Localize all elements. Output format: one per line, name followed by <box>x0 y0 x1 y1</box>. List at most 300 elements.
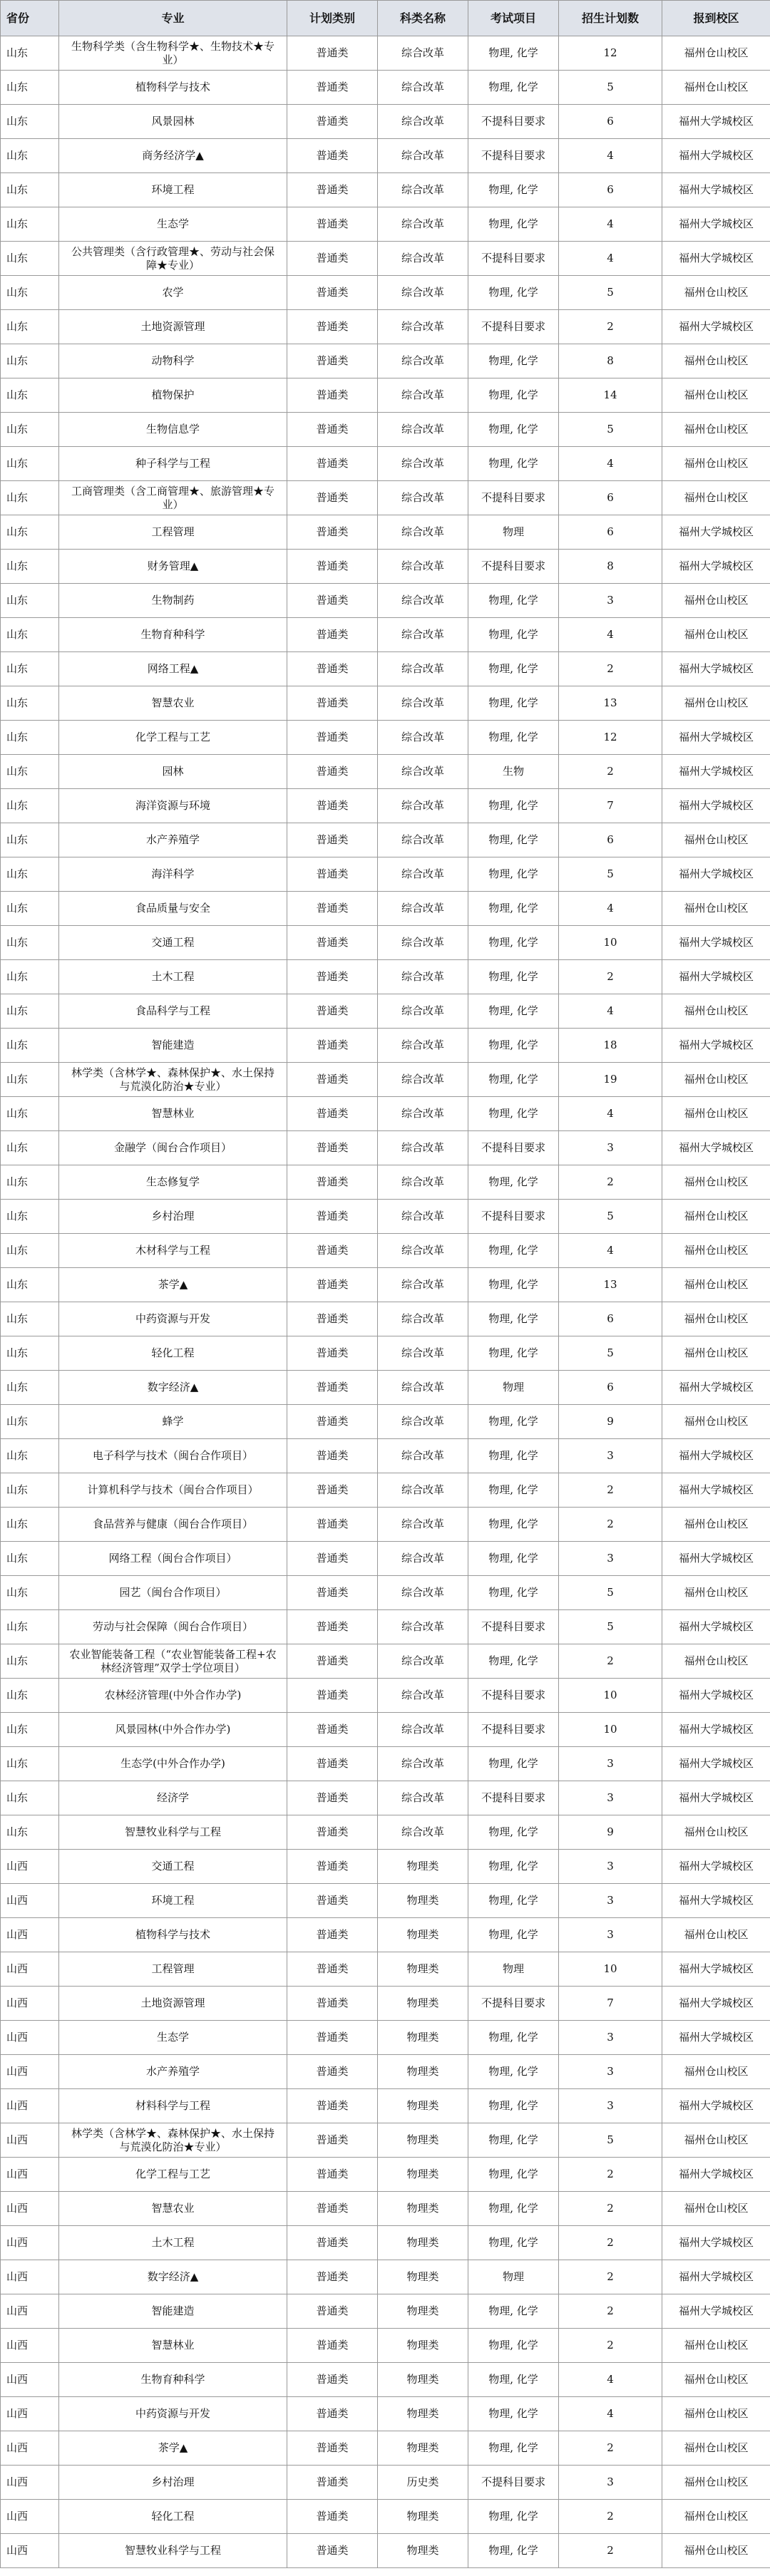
subject-category-cell: 综合改革 <box>378 36 468 71</box>
province-cell: 山东 <box>1 481 59 515</box>
exam-subjects-cell: 不提科目要求 <box>468 481 559 515</box>
plan-count-cell: 3 <box>559 2466 662 2500</box>
table-row <box>1 105 770 139</box>
subject-category-cell: 综合改革 <box>378 584 468 618</box>
subject-category-cell: 综合改革 <box>378 1815 468 1850</box>
campus-cell: 福州仓山校区 <box>662 2055 770 2089</box>
subject-category-cell: 物理类 <box>378 1850 468 1884</box>
campus-cell: 福州仓山校区 <box>662 1097 770 1131</box>
campus-cell: 福州仓山校区 <box>662 1644 770 1679</box>
exam-subjects-cell: 物理 <box>468 1952 559 1987</box>
table-row <box>1 721 770 755</box>
exam-subjects-cell: 物理, 化学 <box>468 1097 559 1131</box>
campus-cell: 福州仓山校区 <box>662 344 770 378</box>
table-row <box>1 1165 770 1200</box>
campus-cell: 福州大学城校区 <box>662 1473 770 1508</box>
province-cell: 山东 <box>1 1713 59 1747</box>
table-row <box>1 823 770 857</box>
table-row <box>1 1302 770 1336</box>
subject-category-cell: 物理类 <box>378 1884 468 1918</box>
plan-count-cell: 6 <box>559 105 662 139</box>
major-cell: 生物育种科学 <box>59 2363 287 2397</box>
province-cell: 山西 <box>1 2158 59 2192</box>
plan-count-cell: 2 <box>559 1644 662 1679</box>
plan-count-cell: 5 <box>559 1336 662 1371</box>
plan-category-cell: 普通类 <box>287 550 378 584</box>
plan-count-cell: 9 <box>559 1815 662 1850</box>
exam-subjects-cell: 物理, 化学 <box>468 892 559 926</box>
province-cell: 山东 <box>1 1371 59 1405</box>
table-row <box>1 1097 770 1131</box>
plan-count-cell: 2 <box>559 310 662 344</box>
campus-cell: 福州大学城校区 <box>662 1850 770 1884</box>
province-cell: 山东 <box>1 755 59 789</box>
subject-category-cell: 综合改革 <box>378 755 468 789</box>
province-cell: 山东 <box>1 344 59 378</box>
subject-category-cell: 综合改革 <box>378 926 468 960</box>
plan-category-cell: 普通类 <box>287 1131 378 1165</box>
exam-subjects-cell: 物理, 化学 <box>468 2329 559 2363</box>
major-cell: 中药资源与开发 <box>59 1302 287 1336</box>
major-cell: 土地资源管理 <box>59 310 287 344</box>
plan-count-cell: 2 <box>559 960 662 994</box>
table-row <box>1 207 770 242</box>
subject-category-cell: 综合改革 <box>378 1200 468 1234</box>
exam-subjects-cell: 物理, 化学 <box>468 2397 559 2431</box>
plan-category-cell: 普通类 <box>287 2226 378 2260</box>
campus-cell: 福州大学城校区 <box>662 105 770 139</box>
province-cell: 山东 <box>1 721 59 755</box>
subject-category-cell: 综合改革 <box>378 1781 468 1815</box>
major-cell: 水产养殖学 <box>59 823 287 857</box>
exam-subjects-cell: 物理, 化学 <box>468 721 559 755</box>
plan-count-cell: 4 <box>559 139 662 173</box>
exam-subjects-cell: 物理, 化学 <box>468 2192 559 2226</box>
subject-category-cell: 综合改革 <box>378 892 468 926</box>
plan-count-cell: 2 <box>559 2294 662 2329</box>
plan-category-cell: 普通类 <box>287 1200 378 1234</box>
campus-cell: 福州仓山校区 <box>662 1336 770 1371</box>
plan-count-cell: 10 <box>559 1679 662 1713</box>
province-cell: 山西 <box>1 2363 59 2397</box>
exam-subjects-cell: 物理, 化学 <box>468 2500 559 2534</box>
campus-cell: 福州仓山校区 <box>662 1063 770 1097</box>
plan-count-cell: 5 <box>559 2123 662 2158</box>
province-cell: 山东 <box>1 242 59 276</box>
plan-category-cell: 普通类 <box>287 1713 378 1747</box>
table-row <box>1 1234 770 1268</box>
table-row <box>1 1781 770 1815</box>
exam-subjects-cell: 物理, 化学 <box>468 207 559 242</box>
major-cell: 环境工程 <box>59 173 287 207</box>
exam-subjects-cell: 物理, 化学 <box>468 447 559 481</box>
plan-count-cell: 6 <box>559 515 662 550</box>
major-cell: 生态修复学 <box>59 1165 287 1200</box>
province-cell: 山东 <box>1 310 59 344</box>
exam-subjects-cell: 物理, 化学 <box>468 1405 559 1439</box>
campus-cell: 福州仓山校区 <box>662 276 770 310</box>
table-row <box>1 1473 770 1508</box>
plan-count-cell: 5 <box>559 276 662 310</box>
major-cell: 交通工程 <box>59 926 287 960</box>
plan-category-cell: 普通类 <box>287 652 378 686</box>
plan-count-cell: 5 <box>559 1200 662 1234</box>
plan-category-cell: 普通类 <box>287 926 378 960</box>
plan-category-cell: 普通类 <box>287 721 378 755</box>
province-cell: 山西 <box>1 1918 59 1952</box>
subject-category-cell: 综合改革 <box>378 1063 468 1097</box>
major-cell: 农学 <box>59 276 287 310</box>
exam-subjects-cell: 物理, 化学 <box>468 857 559 892</box>
subject-category-cell: 物理类 <box>378 1987 468 2021</box>
major-cell: 乡村治理 <box>59 2466 287 2500</box>
province-cell: 山东 <box>1 1679 59 1713</box>
exam-subjects-cell: 物理, 化学 <box>468 1576 559 1610</box>
exam-subjects-cell: 物理, 化学 <box>468 789 559 823</box>
campus-cell: 福州大学城校区 <box>662 515 770 550</box>
subject-category-cell: 物理类 <box>378 2158 468 2192</box>
plan-category-cell: 普通类 <box>287 310 378 344</box>
exam-subjects-cell: 物理, 化学 <box>468 36 559 71</box>
subject-category-cell: 物理类 <box>378 2431 468 2466</box>
province-cell: 山西 <box>1 2123 59 2158</box>
plan-count-cell: 4 <box>559 2397 662 2431</box>
header-subject-category: 科类名称 <box>378 1 468 36</box>
province-cell: 山西 <box>1 2534 59 2568</box>
plan-category-cell: 普通类 <box>287 207 378 242</box>
table-row <box>1 2534 770 2568</box>
province-cell: 山东 <box>1 1610 59 1644</box>
table-row <box>1 1268 770 1302</box>
header-plan-category: 计划类别 <box>287 1 378 36</box>
header-major: 专业 <box>59 1 287 36</box>
exam-subjects-cell: 物理, 化学 <box>468 276 559 310</box>
exam-subjects-cell: 物理, 化学 <box>468 1473 559 1508</box>
plan-count-cell: 9 <box>559 1405 662 1439</box>
exam-subjects-cell: 物理, 化学 <box>468 1165 559 1200</box>
header-province: 省份 <box>1 1 59 36</box>
table-row <box>1 2500 770 2534</box>
campus-cell: 福州仓山校区 <box>662 2363 770 2397</box>
exam-subjects-cell: 物理, 化学 <box>468 1302 559 1336</box>
plan-category-cell: 普通类 <box>287 1097 378 1131</box>
major-cell: 智能建造 <box>59 1029 287 1063</box>
plan-category-cell: 普通类 <box>287 1952 378 1987</box>
table-row <box>1 310 770 344</box>
table-row <box>1 344 770 378</box>
exam-subjects-cell: 不提科目要求 <box>468 1987 559 2021</box>
major-cell: 植物科学与技术 <box>59 71 287 105</box>
campus-cell: 福州仓山校区 <box>662 2397 770 2431</box>
exam-subjects-cell: 不提科目要求 <box>468 2466 559 2500</box>
header-exam-subjects: 考试项目 <box>468 1 559 36</box>
plan-count-cell: 8 <box>559 344 662 378</box>
exam-subjects-cell: 物理, 化学 <box>468 1508 559 1542</box>
plan-category-cell: 普通类 <box>287 1644 378 1679</box>
plan-count-cell: 2 <box>559 2431 662 2466</box>
exam-subjects-cell: 物理, 化学 <box>468 2055 559 2089</box>
province-cell: 山东 <box>1 1781 59 1815</box>
campus-cell: 福州仓山校区 <box>662 1576 770 1610</box>
province-cell: 山东 <box>1 447 59 481</box>
subject-category-cell: 物理类 <box>378 2294 468 2329</box>
campus-cell: 福州仓山校区 <box>662 618 770 652</box>
subject-category-cell: 物理类 <box>378 2021 468 2055</box>
exam-subjects-cell: 物理, 化学 <box>468 823 559 857</box>
campus-cell: 福州仓山校区 <box>662 481 770 515</box>
exam-subjects-cell: 不提科目要求 <box>468 550 559 584</box>
plan-count-cell: 6 <box>559 823 662 857</box>
exam-subjects-cell: 物理, 化学 <box>468 1542 559 1576</box>
subject-category-cell: 历史类 <box>378 2466 468 2500</box>
subject-category-cell: 综合改革 <box>378 686 468 721</box>
campus-cell: 福州仓山校区 <box>662 413 770 447</box>
plan-category-cell: 普通类 <box>287 447 378 481</box>
province-cell: 山东 <box>1 1747 59 1781</box>
major-cell: 电子科学与技术（闽台合作项目） <box>59 1439 287 1473</box>
plan-count-cell: 6 <box>559 173 662 207</box>
table-row <box>1 242 770 276</box>
plan-category-cell: 普通类 <box>287 378 378 413</box>
subject-category-cell: 物理类 <box>378 2192 468 2226</box>
major-cell: 食品科学与工程 <box>59 994 287 1029</box>
campus-cell: 福州大学城校区 <box>662 2260 770 2294</box>
major-cell: 智慧农业 <box>59 2192 287 2226</box>
exam-subjects-cell: 物理 <box>468 1371 559 1405</box>
plan-category-cell: 普通类 <box>287 173 378 207</box>
plan-count-cell: 2 <box>559 2158 662 2192</box>
province-cell: 山东 <box>1 789 59 823</box>
major-cell: 交通工程 <box>59 1850 287 1884</box>
exam-subjects-cell: 物理, 化学 <box>468 618 559 652</box>
plan-count-cell: 12 <box>559 36 662 71</box>
table-row <box>1 1747 770 1781</box>
exam-subjects-cell: 物理, 化学 <box>468 1029 559 1063</box>
table-row <box>1 36 770 71</box>
major-cell: 农业智能装备工程（“农业智能装备工程+农林经济管理”双学士学位项目） <box>59 1644 287 1679</box>
plan-category-cell: 普通类 <box>287 2329 378 2363</box>
plan-category-cell: 普通类 <box>287 1679 378 1713</box>
plan-count-cell: 4 <box>559 242 662 276</box>
plan-count-cell: 4 <box>559 1234 662 1268</box>
plan-count-cell: 2 <box>559 2329 662 2363</box>
subject-category-cell: 综合改革 <box>378 207 468 242</box>
plan-count-cell: 3 <box>559 1542 662 1576</box>
campus-cell: 福州仓山校区 <box>662 1918 770 1952</box>
exam-subjects-cell: 不提科目要求 <box>468 1610 559 1644</box>
major-cell: 海洋科学 <box>59 857 287 892</box>
major-cell: 生态学 <box>59 2021 287 2055</box>
major-cell: 工程管理 <box>59 1952 287 1987</box>
table-row <box>1 652 770 686</box>
table-row <box>1 1131 770 1165</box>
table-row <box>1 1200 770 1234</box>
campus-cell: 福州仓山校区 <box>662 1165 770 1200</box>
province-cell: 山东 <box>1 1508 59 1542</box>
exam-subjects-cell: 物理, 化学 <box>468 1063 559 1097</box>
plan-category-cell: 普通类 <box>287 2397 378 2431</box>
exam-subjects-cell: 物理, 化学 <box>468 2158 559 2192</box>
province-cell: 山东 <box>1 926 59 960</box>
plan-category-cell: 普通类 <box>287 1884 378 1918</box>
table-row <box>1 1542 770 1576</box>
exam-subjects-cell: 物理, 化学 <box>468 378 559 413</box>
province-cell: 山西 <box>1 2294 59 2329</box>
table-row <box>1 481 770 515</box>
subject-category-cell: 综合改革 <box>378 550 468 584</box>
province-cell: 山东 <box>1 1234 59 1268</box>
plan-category-cell: 普通类 <box>287 344 378 378</box>
table-row <box>1 2123 770 2158</box>
campus-cell: 福州仓山校区 <box>662 1815 770 1850</box>
plan-count-cell: 2 <box>559 1508 662 1542</box>
major-cell: 材料科学与工程 <box>59 2089 287 2123</box>
plan-count-cell: 5 <box>559 1576 662 1610</box>
plan-category-cell: 普通类 <box>287 242 378 276</box>
campus-cell: 福州大学城校区 <box>662 2158 770 2192</box>
subject-category-cell: 综合改革 <box>378 789 468 823</box>
major-cell: 智慧农业 <box>59 686 287 721</box>
plan-count-cell: 12 <box>559 721 662 755</box>
major-cell: 环境工程 <box>59 1884 287 1918</box>
subject-category-cell: 综合改革 <box>378 1644 468 1679</box>
plan-count-cell: 5 <box>559 71 662 105</box>
table-row <box>1 584 770 618</box>
campus-cell: 福州仓山校区 <box>662 1234 770 1268</box>
subject-category-cell: 综合改革 <box>378 1405 468 1439</box>
table-row <box>1 1336 770 1371</box>
plan-category-cell: 普通类 <box>287 618 378 652</box>
table-row <box>1 1713 770 1747</box>
subject-category-cell: 综合改革 <box>378 960 468 994</box>
campus-cell: 福州大学城校区 <box>662 139 770 173</box>
table-row <box>1 1987 770 2021</box>
subject-category-cell: 综合改革 <box>378 276 468 310</box>
subject-category-cell: 综合改革 <box>378 1097 468 1131</box>
plan-count-cell: 3 <box>559 1747 662 1781</box>
province-cell: 山西 <box>1 2055 59 2089</box>
exam-subjects-cell: 物理, 化学 <box>468 1234 559 1268</box>
plan-category-cell: 普通类 <box>287 1918 378 1952</box>
campus-cell: 福州大学城校区 <box>662 550 770 584</box>
plan-category-cell: 普通类 <box>287 755 378 789</box>
campus-cell: 福州大学城校区 <box>662 1371 770 1405</box>
province-cell: 山西 <box>1 2466 59 2500</box>
campus-cell: 福州仓山校区 <box>662 994 770 1029</box>
table-row <box>1 789 770 823</box>
plan-category-cell: 普通类 <box>287 1439 378 1473</box>
exam-subjects-cell: 不提科目要求 <box>468 1781 559 1815</box>
plan-category-cell: 普通类 <box>287 413 378 447</box>
subject-category-cell: 综合改革 <box>378 1508 468 1542</box>
table-row <box>1 378 770 413</box>
subject-category-cell: 综合改革 <box>378 1371 468 1405</box>
major-cell: 工商管理类（含工商管理★、旅游管理★专业） <box>59 481 287 515</box>
province-cell: 山东 <box>1 1165 59 1200</box>
table-row <box>1 2226 770 2260</box>
major-cell: 农林经济管理(中外合作办学) <box>59 1679 287 1713</box>
table-row <box>1 2089 770 2123</box>
exam-subjects-cell: 不提科目要求 <box>468 1131 559 1165</box>
subject-category-cell: 综合改革 <box>378 1234 468 1268</box>
province-cell: 山西 <box>1 1884 59 1918</box>
table-row <box>1 926 770 960</box>
province-cell: 山西 <box>1 1850 59 1884</box>
subject-category-cell: 综合改革 <box>378 1268 468 1302</box>
plan-count-cell: 2 <box>559 2260 662 2294</box>
plan-category-cell: 普通类 <box>287 1063 378 1097</box>
exam-subjects-cell: 物理, 化学 <box>468 1815 559 1850</box>
province-cell: 山东 <box>1 71 59 105</box>
major-cell: 生态学 <box>59 207 287 242</box>
major-cell: 林学类（含林学★、森林保护★、水土保持与荒漠化防治★专业） <box>59 2123 287 2158</box>
major-cell: 植物保护 <box>59 378 287 413</box>
plan-count-cell: 13 <box>559 686 662 721</box>
major-cell: 化学工程与工艺 <box>59 2158 287 2192</box>
exam-subjects-cell: 物理, 化学 <box>468 1336 559 1371</box>
province-cell: 山东 <box>1 584 59 618</box>
province-cell: 山东 <box>1 686 59 721</box>
exam-subjects-cell: 物理 <box>468 515 559 550</box>
province-cell: 山东 <box>1 1473 59 1508</box>
table-row <box>1 755 770 789</box>
plan-count-cell: 18 <box>559 1029 662 1063</box>
province-cell: 山东 <box>1 1815 59 1850</box>
plan-category-cell: 普通类 <box>287 2089 378 2123</box>
table-header-row <box>1 1 770 36</box>
subject-category-cell: 物理类 <box>378 1918 468 1952</box>
plan-category-cell: 普通类 <box>287 1336 378 1371</box>
campus-cell: 福州大学城校区 <box>662 1679 770 1713</box>
subject-category-cell: 综合改革 <box>378 378 468 413</box>
table-row <box>1 173 770 207</box>
major-cell: 网络工程▲ <box>59 652 287 686</box>
major-cell: 海洋资源与环境 <box>59 789 287 823</box>
table-row <box>1 1850 770 1884</box>
province-cell: 山东 <box>1 173 59 207</box>
plan-count-cell: 2 <box>559 652 662 686</box>
subject-category-cell: 综合改革 <box>378 173 468 207</box>
subject-category-cell: 综合改革 <box>378 413 468 447</box>
plan-category-cell: 普通类 <box>287 857 378 892</box>
table-row <box>1 1439 770 1473</box>
plan-category-cell: 普通类 <box>287 1542 378 1576</box>
campus-cell: 福州大学城校区 <box>662 721 770 755</box>
plan-category-cell: 普通类 <box>287 2363 378 2397</box>
table-row <box>1 994 770 1029</box>
major-cell: 生物育种科学 <box>59 618 287 652</box>
province-cell: 山东 <box>1 1063 59 1097</box>
major-cell: 智能建造 <box>59 2294 287 2329</box>
exam-subjects-cell: 不提科目要求 <box>468 105 559 139</box>
subject-category-cell: 综合改革 <box>378 1713 468 1747</box>
campus-cell: 福州大学城校区 <box>662 1987 770 2021</box>
table-row <box>1 2192 770 2226</box>
major-cell: 轻化工程 <box>59 2500 287 2534</box>
table-row <box>1 2158 770 2192</box>
major-cell: 生物科学类（含生物科学★、生物技术★专业） <box>59 36 287 71</box>
plan-count-cell: 4 <box>559 207 662 242</box>
province-cell: 山东 <box>1 994 59 1029</box>
major-cell: 轻化工程 <box>59 1336 287 1371</box>
subject-category-cell: 物理类 <box>378 2397 468 2431</box>
subject-category-cell: 物理类 <box>378 2055 468 2089</box>
major-cell: 动物科学 <box>59 344 287 378</box>
table-body <box>1 36 770 2568</box>
subject-category-cell: 综合改革 <box>378 721 468 755</box>
campus-cell: 福州大学城校区 <box>662 2089 770 2123</box>
table-row <box>1 1576 770 1610</box>
